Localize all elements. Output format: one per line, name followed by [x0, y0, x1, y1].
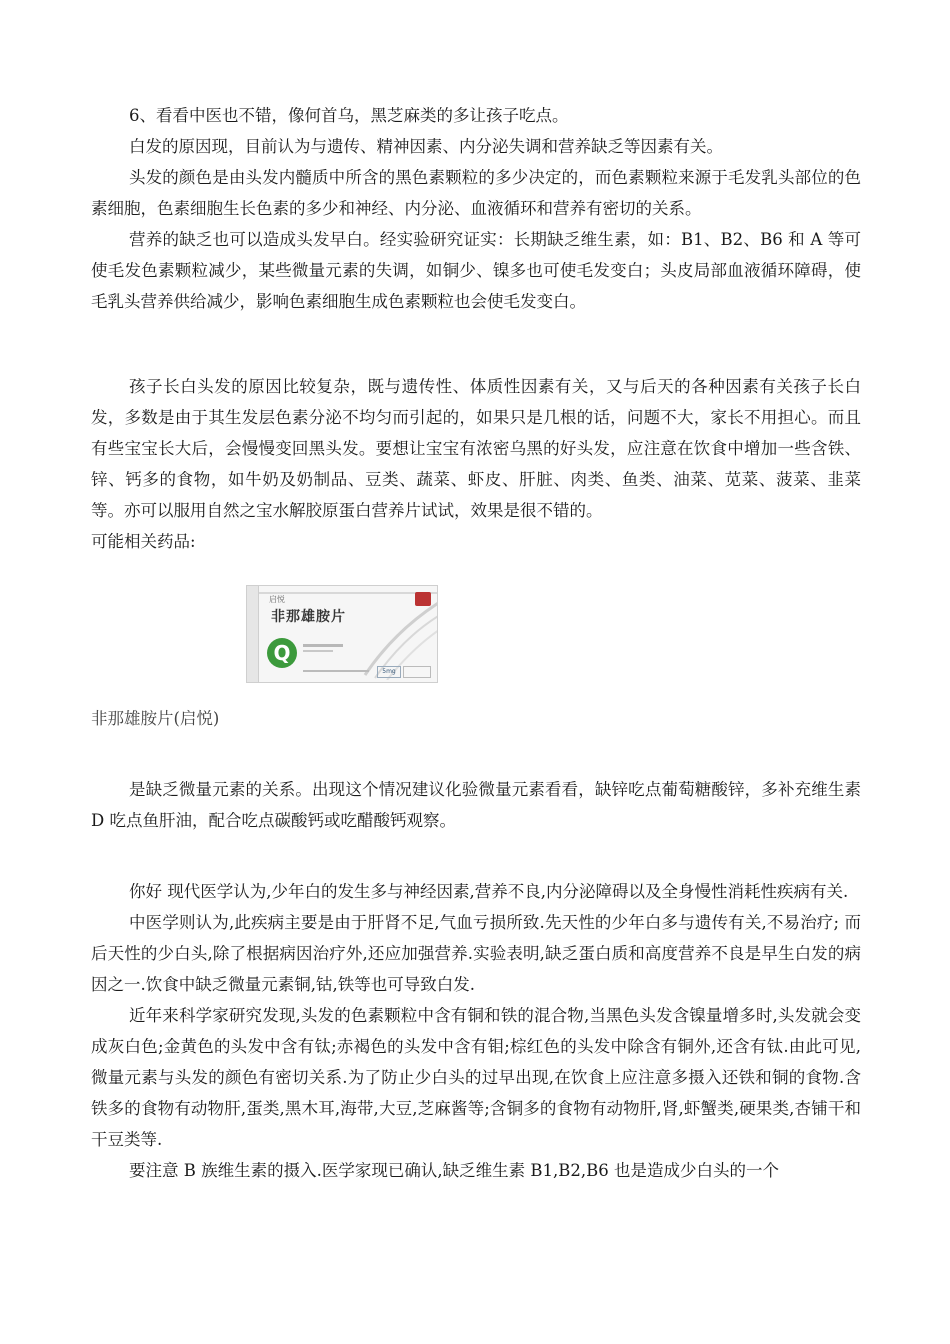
- product-image[interactable]: [246, 585, 438, 685]
- product-subtext-line: [303, 644, 343, 647]
- product-caption: 非那雄胺片(启悦): [91, 709, 220, 728]
- paragraph-1: 6、看看中医也不错，像何首乌，黑芝麻类的多让孩子吃点。: [129, 106, 569, 125]
- paragraph-7: 你好 现代医学认为,少年白的发生多与神经因素,营养不良,内分泌障碍以及全身慢性消耗性疾病有关.: [129, 882, 849, 901]
- product-subtext-line: [303, 650, 333, 652]
- related-drugs-label: 可能相关药品:: [91, 532, 196, 551]
- document-body: [91, 100, 861, 1186]
- paragraph-8: 中医学则认为,此疾病主要是由于肝肾不足,气血亏损所致.先天性的少年白多与遗传有关,不易治疗; 而后天性的少白头,除了根据病因治疗外,还应加强营养.实验表明,缺乏蛋白质和高度营养不良是早生白发的病因之一.饮食中缺乏微量元素铜,钴,铁等也可导致白发.: [91, 913, 861, 994]
- product-name: 非那雄胺片: [271, 609, 346, 625]
- company-emblem-icon: [415, 592, 431, 606]
- paragraph-6: 是缺乏微量元素的关系。出现这个情况建议化验微量元素看看，缺锌吃点葡萄糖酸锌，多补充维生素 D 吃点鱼肝油，配合吃点碳酸钙或吃醋酸钙观察。: [91, 780, 861, 830]
- paragraph-5: 孩子长白头发的原因比较复杂，既与遗传性、体质性因素有关，又与后天的各种因素有关孩子长白发，多数是由于其生发层色素分泌不均匀而引起的，如果只是几根的话，问题不大，家长不用担心。而且有些宝宝长大后，会慢慢变回黑头发。要想让宝宝有浓密乌黑的好头发，应注意在饮食中增加一些含铁、锌、钙多的食物，如牛奶及奶制品、豆类、蔬菜、虾皮、肝脏、肉类、鱼类、油菜、苋菜、菠菜、韭菜等。亦可以服用自然之宝水解胶原蛋白营养片试试，效果是很不错的。: [91, 377, 861, 520]
- paragraph-9: 近年来科学家研究发现,头发的色素颗粒中含有铜和铁的混合物,当黑色头发含镍量增多时,头发就会变成灰白色;金黄色的头发中含有钛;赤褐色的头发中含有钼;棕红色的头发中除含有铜外,还含有钛.由此可见,微量元素与头发的颜色有密切关系.为了防止少白头的过早出现,在饮食上应注意多摄入还铁和铜的食物.含铁多的食物有动物肝,蛋类,黑木耳,海带,大豆,芝麻酱等;含铜多的食物有动物肝,肾,虾蟹类,硬果类,杏铺干和干豆类等.: [91, 1006, 861, 1149]
- paragraph-4: 营养的缺乏也可以造成头发早白。经实验研究证实：长期缺乏维生素，如：B1、B2、B6 和 A 等可使毛发色素颗粒减少，某些微量元素的失调，如铜少、镍多也可使毛发变白；头皮局部血液循环障碍，使毛乳头营养供给减少，影响色素细胞生成色素颗粒也会使毛发变白。: [91, 230, 861, 311]
- manufacturer-line: [303, 670, 369, 672]
- paragraph-10: 要注意 B 族维生素的摄入.医学家现已确认,缺乏维生素 B1,B2,B6 也是造成少白头的一个: [129, 1161, 779, 1180]
- product-brand: 启悦: [269, 595, 285, 604]
- pack-count-badge: [403, 666, 431, 678]
- paragraph-3: 头发的颜色是由头发内髓质中所含的黑色素颗粒的多少决定的，而色素颗粒来源于毛发乳头部位的色素细胞，色素细胞生长色素的多少和神经、内分泌、血液循环和营养有密切的关系。: [91, 168, 861, 218]
- product-box-front: [258, 585, 438, 683]
- paragraph-2: 白发的原因现，目前认为与遗传、精神因素、内分泌失调和营养缺乏等因素有关。: [129, 137, 723, 156]
- dose-badge: 5mg: [377, 666, 401, 678]
- q-logo-icon: Q: [267, 638, 297, 668]
